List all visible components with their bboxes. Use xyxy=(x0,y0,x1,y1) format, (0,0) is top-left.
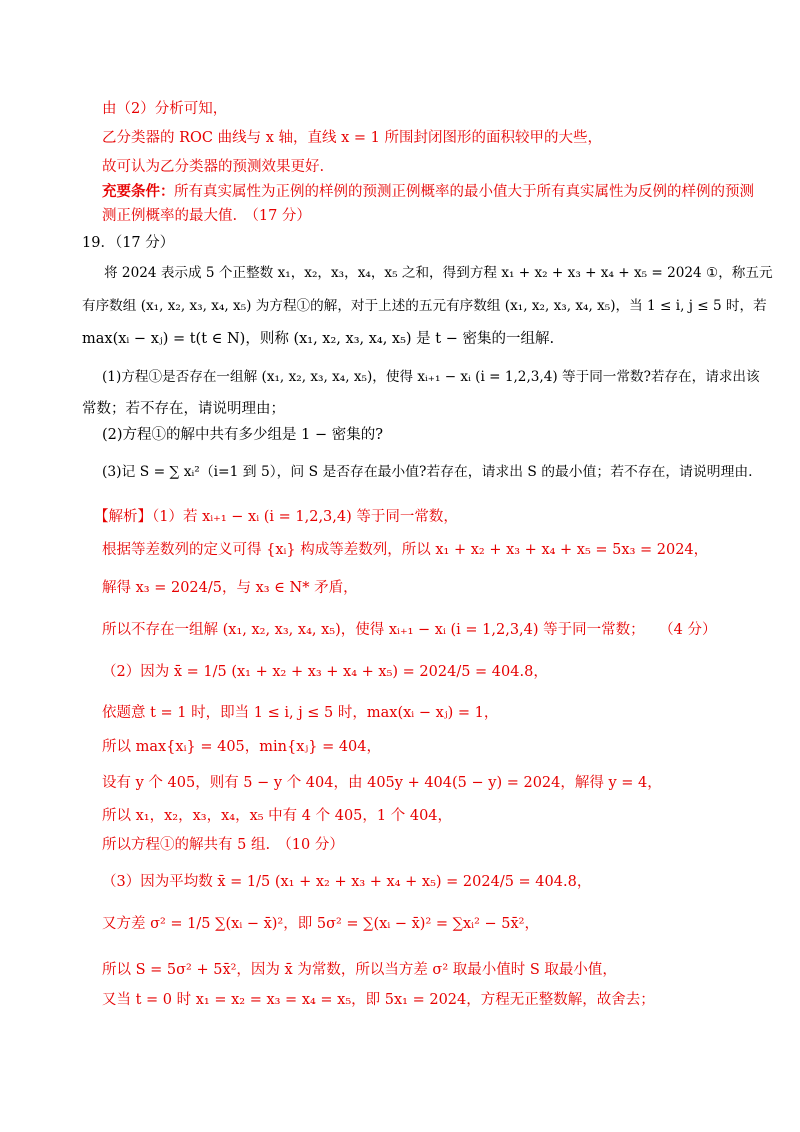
solution-2-line-6: 所以方程①的解共有 5 组. （10 分） xyxy=(102,837,344,853)
text-line-3: 故可认为乙分类器的预测效果更好. xyxy=(102,159,325,175)
solution-1-line-2: 根据等差数列的定义可得 {xᵢ} 构成等差数列，所以 x₁ + x₂ + x₃ + x₄ + x₅ = 5x₃ = 2024， xyxy=(102,542,709,558)
question-3: (3)记 S = ∑ xᵢ²（i=1 到 5），问 S 是否存在最小值?若存在，请求出 S 的最小值；若不存在，请说明理由. xyxy=(102,464,753,480)
solution-3-line-1: （3）因为平均数 x̄ = 1/5 (x₁ + x₂ + x₃ + x₄ + x₅) = 2024/5 = 404.8， xyxy=(102,874,592,890)
solution-3-line-4: 又当 t = 0 时 x₁ = x₂ = x₃ = x₄ = x₅，即 5x₁ = 2024，方程无正整数解，故舍去； xyxy=(102,992,655,1008)
problem-statement-2: 有序数组 (x₁, x₂, x₃, x₄, x₅) 为方程①的解，对于上述的五元有序数组 (x₁, x₂, x₃, x₄, x₅)，当 1 ≤ i, j ≤ 5 时，若 xyxy=(82,298,767,314)
solution-1-start: 【解析】（1）若 xᵢ₊₁ − xᵢ (i = 1,2,3,4) 等于同一常数， xyxy=(94,509,458,525)
problem-number: 19．（17 分） xyxy=(82,235,175,251)
question-2: (2)方程①的解中共有多少组是 1 − 密集的? xyxy=(102,427,384,443)
text-line-2: 乙分类器的 ROC 曲线与 x 轴，直线 x = 1 所围封闭图形的面积较甲的大些， xyxy=(102,130,602,146)
solution-2-line-5: 所以 x₁，x₂，x₃，x₄，x₅ 中有 4 个 405，1 个 404， xyxy=(102,808,453,824)
solution-2-line-1: （2）因为 x̄ = 1/5 (x₁ + x₂ + x₃ + x₄ + x₅) = 2024/5 = 404.8， xyxy=(102,664,548,680)
problem-statement-1: 将 2024 表示成 5 个正整数 x₁，x₂，x₃，x₄，x₅ 之和，得到方程 x₁ + x₂ + x₃ + x₄ + x₅ = 2024 ①，称五元 xyxy=(104,265,773,281)
text-line-4: 所有真实属性为正例的样例的预测正例概率的最小值大于所有真实属性为反例的样例的预测 xyxy=(174,184,754,200)
text-line-5: 测正例概率的最大值. （17 分） xyxy=(102,208,311,224)
problem-statement-3: max(xᵢ − xⱼ) = t(t ∈ N)，则称 (x₁, x₂, x₃, x₄, x₅) 是 t − 密集的一组解. xyxy=(82,331,555,347)
question-1-cont: 常数；若不存在，请说明理由； xyxy=(82,401,285,417)
solution-3-line-3: 所以 S = 5σ² + 5x̄²，因为 x̄ 为常数，所以当方差 σ² 取最小值时 S 取最小值， xyxy=(102,962,617,978)
solution-2-line-2: 依题意 t = 1 时，即当 1 ≤ i, j ≤ 5 时，max(xᵢ − xⱼ) = 1， xyxy=(102,705,499,721)
solution-2-line-4: 设有 y 个 405，则有 5 − y 个 404，由 405y + 404(5 − y) = 2024，解得 y = 4， xyxy=(102,775,662,791)
solution-1-line-4: 所以不存在一组解 (x₁, x₂, x₃, x₄, x₅)，使得 xᵢ₊₁ − xᵢ (i = 1,2,3,4) 等于同一常数； （4 分） xyxy=(102,622,717,638)
text-line-1: 由（2）分析可知， xyxy=(102,101,228,117)
solution-2-line-3: 所以 max{xᵢ} = 405，min{xⱼ} = 404， xyxy=(102,739,381,755)
necessary-condition-label: 充要条件： xyxy=(102,183,175,200)
question-1: (1)方程①是否存在一组解 (x₁, x₂, x₃, x₄, x₅)，使得 xᵢ₊₁ − xᵢ (i = 1,2,3,4) 等于同一常数?若存在，请求出该 xyxy=(102,369,760,385)
solution-3-line-2: 又方差 σ² = 1/5 ∑(xᵢ − x̄)²，即 5σ² = ∑(xᵢ − x̄)² = ∑xᵢ² − 5x̄²， xyxy=(102,916,539,932)
solution-1-line-3: 解得 x₃ = 2024/5，与 x₃ ∈ N* 矛盾， xyxy=(102,580,358,596)
